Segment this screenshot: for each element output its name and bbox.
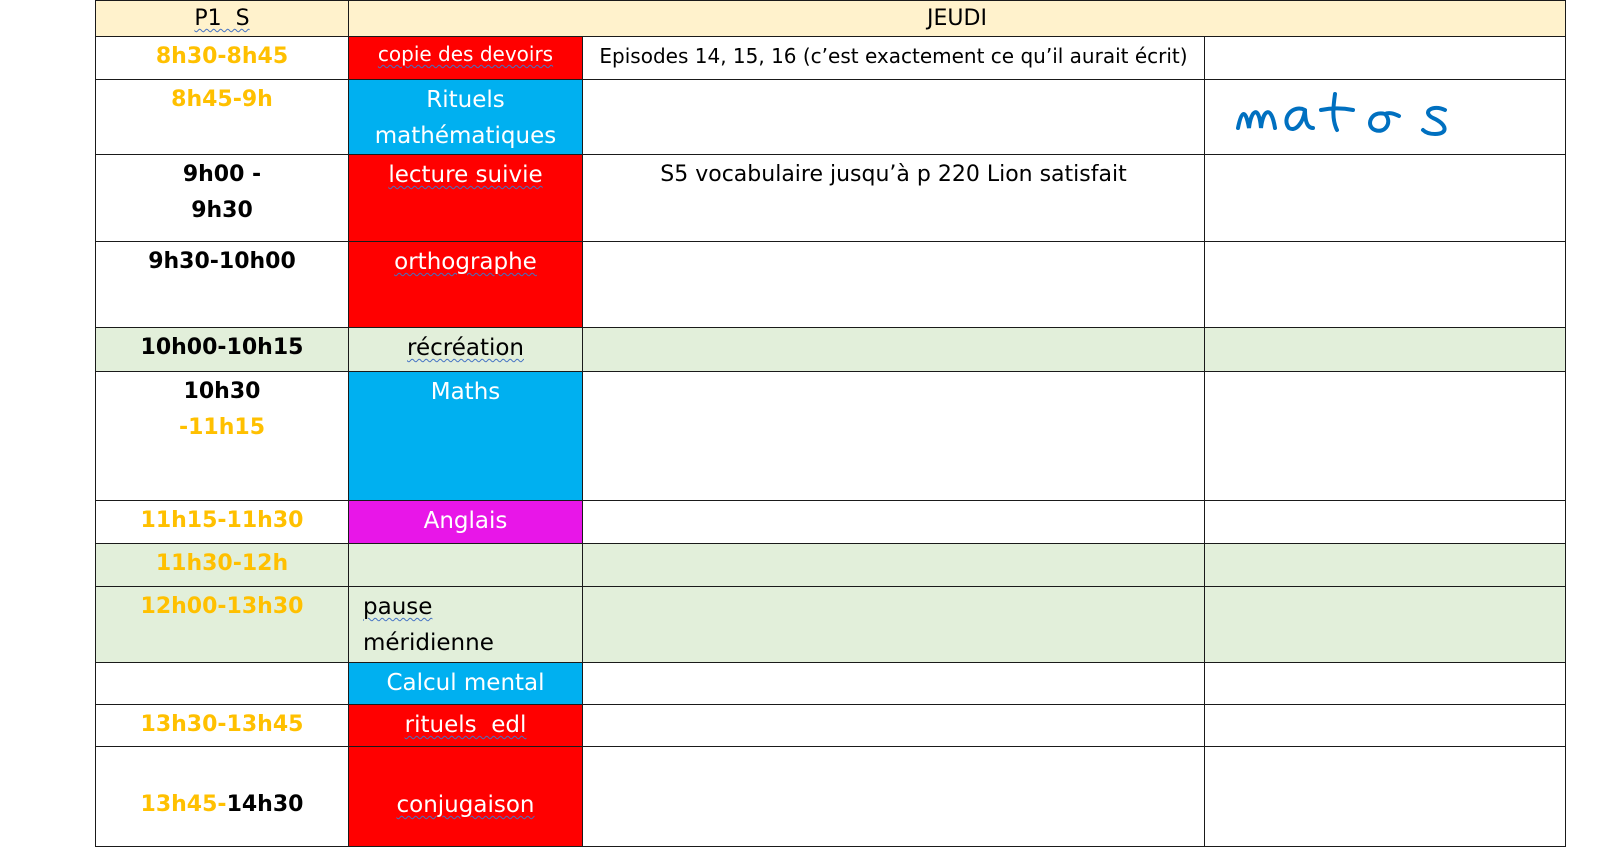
extra-cell[interactable] <box>1205 663 1566 705</box>
time-cell[interactable]: 13h30-13h45 <box>96 705 349 747</box>
table-row <box>96 501 1566 544</box>
note-cell[interactable] <box>583 372 1205 501</box>
extra-cell[interactable] <box>1205 80 1566 155</box>
table-row <box>96 587 1566 663</box>
subject-cell[interactable] <box>349 80 583 155</box>
note-cell[interactable] <box>583 544 1205 587</box>
table-row <box>96 37 1566 80</box>
table-row <box>96 155 1566 242</box>
time-line: 10h30 <box>183 379 261 404</box>
time-cell[interactable] <box>96 372 349 501</box>
header-row <box>96 1 1566 37</box>
table-row <box>96 242 1566 328</box>
subject-line: méridienne <box>363 630 494 656</box>
time-part: 13h45- <box>140 792 227 817</box>
extra-cell[interactable] <box>1205 501 1566 544</box>
time-cell[interactable]: 9h30-10h00 <box>96 242 349 328</box>
note-cell[interactable] <box>583 587 1205 663</box>
note-cell[interactable] <box>583 705 1205 747</box>
extra-cell[interactable] <box>1205 328 1566 372</box>
subject-cell[interactable]: rituels edl <box>349 705 583 747</box>
subject-cell[interactable]: conjugaison <box>349 747 583 847</box>
time-line: -11h15 <box>178 415 266 440</box>
note-cell[interactable] <box>583 501 1205 544</box>
table-row <box>96 80 1566 155</box>
note-cell[interactable] <box>583 663 1205 705</box>
subject-cell[interactable]: orthographe <box>349 242 583 328</box>
table-row <box>96 705 1566 747</box>
note-cell[interactable] <box>583 328 1205 372</box>
subject-cell[interactable] <box>349 544 583 587</box>
extra-cell[interactable] <box>1205 587 1566 663</box>
table-row <box>96 663 1566 705</box>
time-line: 9h00 - <box>182 162 262 187</box>
time-line: 9h30 <box>191 198 253 223</box>
schedule-table <box>95 0 1566 847</box>
class-label[interactable]: P1 S <box>96 1 349 37</box>
time-cell[interactable]: 8h45-9h <box>96 80 349 155</box>
subject-cell[interactable]: récréation <box>349 328 583 372</box>
table-row <box>96 544 1566 587</box>
subject-cell[interactable]: Maths <box>349 372 583 501</box>
time-cell[interactable] <box>96 747 349 847</box>
extra-cell[interactable] <box>1205 37 1566 80</box>
note-cell[interactable] <box>583 80 1205 155</box>
table-row <box>96 328 1566 372</box>
subject-cell[interactable]: lecture suivie <box>349 155 583 242</box>
subject-cell[interactable] <box>349 587 583 663</box>
note-cell[interactable]: Episodes 14, 15, 16 (c’est exactement ce qu’il aurait écrit) <box>583 37 1205 80</box>
extra-cell[interactable] <box>1205 242 1566 328</box>
extra-cell[interactable] <box>1205 544 1566 587</box>
note-cell[interactable] <box>583 747 1205 847</box>
extra-cell[interactable] <box>1205 372 1566 501</box>
extra-cell[interactable] <box>1205 155 1566 242</box>
time-cell[interactable] <box>96 155 349 242</box>
extra-cell[interactable] <box>1205 747 1566 847</box>
time-cell[interactable]: 8h30-8h45 <box>96 37 349 80</box>
table-row <box>96 372 1566 501</box>
time-part: 14h30 <box>226 792 304 817</box>
time-cell[interactable]: 11h15-11h30 <box>96 501 349 544</box>
table-row <box>96 747 1566 847</box>
time-cell[interactable] <box>96 663 349 705</box>
time-cell[interactable]: 10h00-10h15 <box>96 328 349 372</box>
subject-cell[interactable]: copie des devoirs <box>349 37 583 80</box>
subject-cell[interactable]: Calcul mental <box>349 663 583 705</box>
day-header[interactable]: JEUDI <box>349 1 1566 37</box>
subject-line: Rituels <box>426 87 505 113</box>
time-cell[interactable]: 11h30-12h <box>96 544 349 587</box>
subject-cell[interactable]: Anglais <box>349 501 583 544</box>
subject-line: mathématiques <box>374 123 557 149</box>
extra-cell[interactable] <box>1205 705 1566 747</box>
note-cell[interactable]: S5 vocabulaire jusqu’à p 220 Lion satisfait <box>583 155 1205 242</box>
note-cell[interactable] <box>583 242 1205 328</box>
time-cell[interactable]: 12h00-13h30 <box>96 587 349 663</box>
subject-line: pause <box>363 594 433 620</box>
handwritten-matos <box>1235 88 1485 148</box>
